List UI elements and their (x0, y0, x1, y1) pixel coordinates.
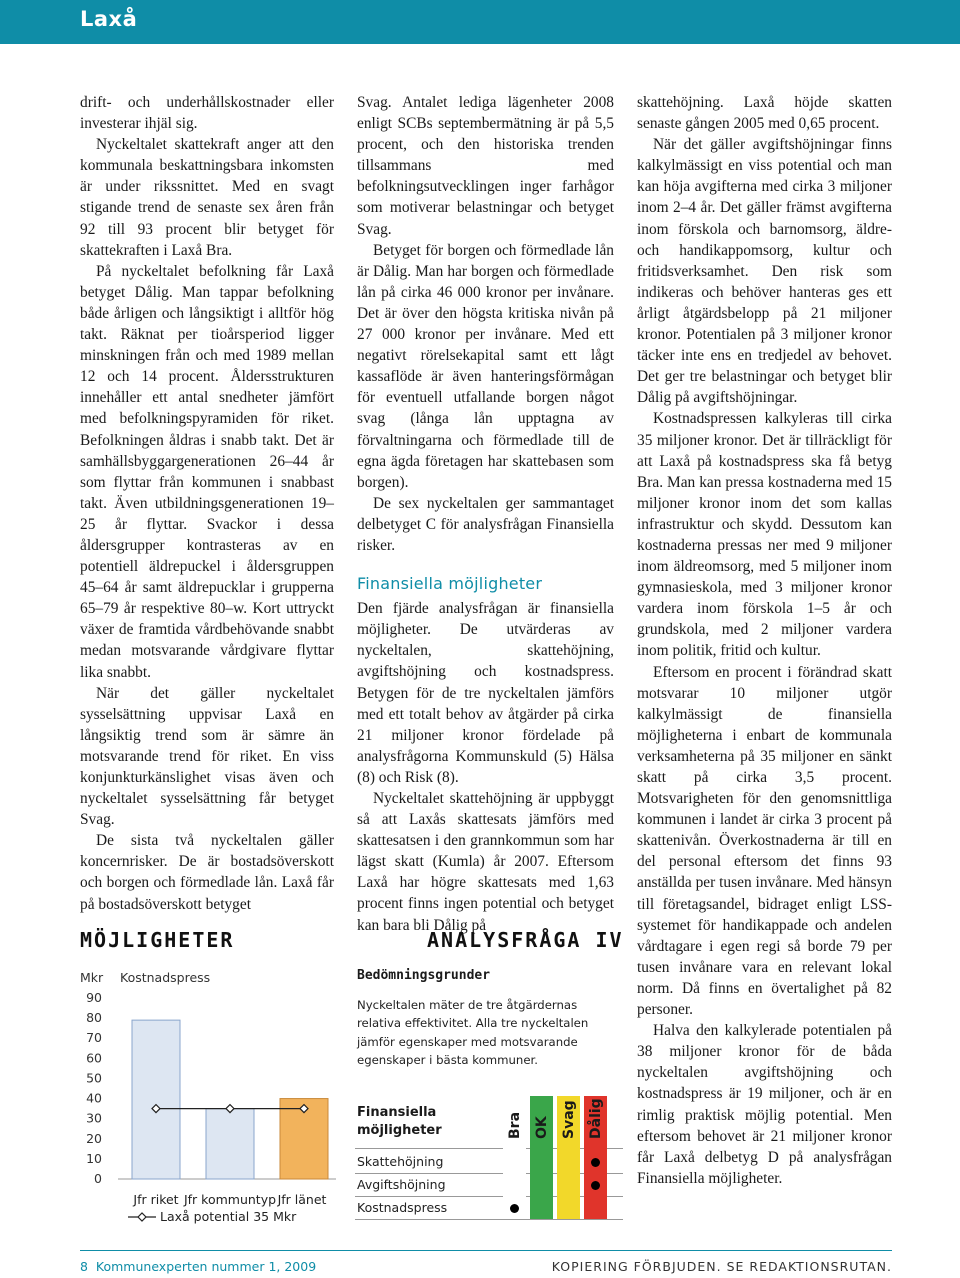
copyright-notice: KOPIERING FÖRBJUDEN. SE REDAKTIONSRUTAN. (551, 1259, 892, 1274)
bar-1 (206, 1109, 254, 1179)
paragraph: Betyget för borgen och förmedlade lån är Dålig. Man har borgen och förmedlade lån på cirka 46 000 kronor per invånare. Det är över den högsta kritiska nivån på 27 000 kronor per invånare. Med ett negativt rörelsekapital samt ett lågt kassaflöde är även hanteringsförmågan för eventuell utfallande borgen något svag (långa lån upptagna av förvaltningarna och förmedlade till de egna ägda företagen har skattebasen som borgen). (357, 241, 614, 491)
paragraph: Halva den kalkylerade potentialen på 38 miljoner kronor för de båda nyckeltalen avgiftshöjning och kostnadspress är 19 miljoner, och är en rimlig praktisk möjlig potential. Men eftersom behovet är 21 miljoner kronor får Laxå delbetyg D på analysfrågan Finansiella möjligheter. (637, 1022, 892, 1187)
x-category-label: Jfr riket (133, 1192, 179, 1207)
assessment-panel (355, 968, 623, 1228)
paragraph: skattehöjning. Laxå höjde skatten senaste gången 2005 med 0,65 procent. (637, 94, 892, 133)
y-tick-label: 60 (86, 1050, 102, 1066)
divider (355, 1196, 623, 1197)
publication-name: Kommunexperten nummer 1, 2009 (95, 1259, 317, 1274)
grade-label-svag: Svag (561, 1100, 577, 1139)
grade-mark-avgiftshojning (591, 1181, 600, 1190)
panel-description: Nyckeltalen mäter de tre åtgärdernas relativa effektivitet. Alla tre nyckeltalen jämför egenskaper med motsvarande egenskaper i bästa kommuner. (357, 998, 589, 1068)
kostnadspress-chart (78, 968, 348, 1228)
paragraph: drift- och underhållskostnader eller investerar ihjäl sig. (80, 94, 334, 133)
section-heading-left: MÖJLIGHETER (80, 928, 235, 952)
x-category-label: Jfr länet (277, 1192, 327, 1207)
grade-mark-kostnadspress (510, 1204, 519, 1213)
text-column-1 (80, 92, 334, 915)
paragraph: Kostnadspressen kalkyleras till cirka 35 miljoner kronor. Det är tillräckligt för att Laxå på kostnadspress ska få betyg Bra. Man kan pressa kostnaderna med 15 miljoner kronor inom det som kallas infrastruktur och skydd. Dessutom kan kostnaderna pressas ner med 9 miljoner inom äldreomsorg, med 5 miljoner inom gymnasieskola, med 3 miljoner kronor vardera inom förskola 1–5 år och grundskola, med 2 miljoner vardera inom politik, fritid och kultur. (637, 410, 892, 660)
y-tick-label: 70 (86, 1030, 102, 1046)
top-banner (0, 0, 960, 44)
y-tick-label: 90 (86, 990, 102, 1005)
legend-label: Laxå potential 35 Mkr (160, 1209, 297, 1224)
paragraph: Nyckeltalet skattehöjning är uppbyggt så att Laxås skattesats jämförs med skattesatsen i den grannkommun som har lägst skatt (Kumla) år 2007. Eftersom Laxå har högre skattesats med 1,63 procent finns ingen potential och betyget kan bara bli Dålig på (357, 790, 614, 934)
paragraph: De sista två nyckeltalen gäller koncernrisker. De är bostadsöverskott och borgen och förmedlade lån. Laxå får på bostadsöverskott betyget (80, 832, 334, 913)
text-column-2 (357, 92, 614, 936)
section-heading-right: ANALYSFRÅGA IV (427, 928, 624, 952)
grade-label-dalig: Dålig (588, 1098, 604, 1139)
paragraph: När det gäller avgiftshöjningar finns kalkylmässigt en viss potential och man kan höja avgifterna med cirka 3 miljoner inom 2–4 år. Det gäller främst avgifterna inom förskola och barnomsorg, äldre- och handikappomsorg, kultur och fritidsverksamhet. Den risk som indikeras och behöver hanteras ges ett årligt åtgärdsbelopp på 21 miljoner kronor. Potentialen på 3 miljoner kronor täcker inte ens en tredjedel av behovet. Det ger tre belastningar och betyget blir Dålig på avgiftshöjningar. (637, 136, 892, 407)
y-axis-label: Mkr (80, 970, 104, 985)
divider (355, 1173, 623, 1174)
divider (355, 1148, 623, 1149)
grade-bar-ok (530, 1096, 553, 1219)
grade-label-ok: OK (534, 1116, 550, 1139)
x-category-label: Jfr kommuntyp (183, 1192, 277, 1207)
y-tick-label: 40 (86, 1090, 102, 1106)
footer-publication (80, 1259, 316, 1274)
paragraph: När det gäller nyckeltalet sysselsättning uppvisar Laxå en långsiktig trend som är sämre än motsvarande trend för riket. En viss konjunkturkänslighet visas även och nyckeltalet sysselsättning får betyget Svag. (80, 684, 334, 829)
row-kostnadspress: Kostnadspress (357, 1200, 448, 1215)
bar-0 (132, 1020, 180, 1179)
y-tick-label: 10 (86, 1150, 102, 1166)
page-number: 8 (80, 1259, 88, 1274)
subheading: Finansiella möjligheter (357, 574, 543, 594)
legend-marker (138, 1213, 146, 1221)
grade-label-bra: Bra (507, 1111, 523, 1139)
y-tick-label: 20 (86, 1130, 102, 1146)
panel-heading: Bedömningsgrunder (357, 968, 491, 983)
paragraph: Svag. Antalet lediga lägenheter 2008 enligt SCBs septembermätning är på 5,5 procent, och den historiska trenden tillsammans med befolkningsutvecklingen inger farhågor som motiverar belastningar och betyget Svag. (357, 94, 614, 238)
y-tick-label: 80 (86, 1010, 102, 1026)
chart-title: Kostnadspress (120, 970, 211, 985)
page-footer (80, 1250, 892, 1278)
page-title: Laxå (80, 7, 138, 31)
y-tick-label: 50 (86, 1070, 102, 1086)
paragraph: Den fjärde analysfrågan är finansiella möjligheter. De utvärderas av nyckeltalen, skattehöjning, avgiftshöjning och kostnadspress. Betygen för de tre nyckeltalen jämförs med ett totalt behov av åtgärder på cirka 21 miljoner kronor fördelade på analysfrågorna Kommunskuld (5) Hälsa (8) och Risk (8). (357, 600, 614, 786)
paragraph: Nyckeltalet skattekraft anger att den kommunala beskattningsbara inkomsten är under rikssnittet. Med en svagt stigande trend de senaste sex åren från 92 till 93 procent blir betyget för skattekraften i Laxå Bra. (80, 136, 334, 259)
divider (355, 1219, 623, 1220)
paragraph: Eftersom en procent i förändrad skatt motsvarar 10 miljoner utgör kalkylmässigt de finansiella möjligheterna i enbart de kommunala verksamheterna på 35 miljoner en sänkt skatt på cirka 3,5 procent. Motsvarigheten för den genomsnittliga kommunen i landet är cirka 3 procent på skattenivån. Överkostnaderna är till en del personal eftersom det finns 93 anställda per tusen invånare. Med hänsyn till företagsandel, bidraget enligt LSS-systemet för handikappade och andelen vårdtagare i egen regi så borde 79 per tusen invånare vara en relevant lokal norm. Då finns en övertalighet på 82 personer. (637, 663, 892, 1019)
y-tick-label: 30 (86, 1110, 102, 1126)
panel-title: Finansiella möjligheter (357, 1105, 442, 1138)
row-avgiftshojning: Avgiftshöjning (357, 1177, 446, 1192)
grade-mark-skattehojning (591, 1158, 600, 1167)
paragraph: De sex nyckeltalen ger sammantaget delbetyget C för analysfrågan Finansiella risker. (357, 494, 614, 554)
paragraph: På nyckeltalet befolkning får Laxå betyget Dålig. Man tappar befolkning både årligen och långsiktigt i alltför hög takt. Räknat per tioårsperiod ligger minskningen från och med 1989 mellan 12 och 14 procent. Åldersstrukturen innehåller ett antal snedheter jämfört med befolkningspyramiden för riket. Befolkningen åldras i snabb takt. Det är samhällsbyggargenerationen 26–44 år som flyttar från kommunen i snabbast takt. Även utbildningsgenerationen 19–25 år flyttar. Svackor i dessa åldersgrupper kontrasteras av en potentiell äldrepuckel i åldersgruppen 45–64 år samt äldrepucklar i grupperna 65–79 år respektive 80–w. Kort uttryckt växer de framtida vårdbehövande snabbt medan motsvarande vårdgivare flyttar lika snabbt. (80, 262, 334, 681)
text-column-3 (637, 92, 892, 1189)
row-skattehojning: Skattehöjning (357, 1154, 444, 1169)
y-tick-label: 0 (94, 1171, 102, 1186)
